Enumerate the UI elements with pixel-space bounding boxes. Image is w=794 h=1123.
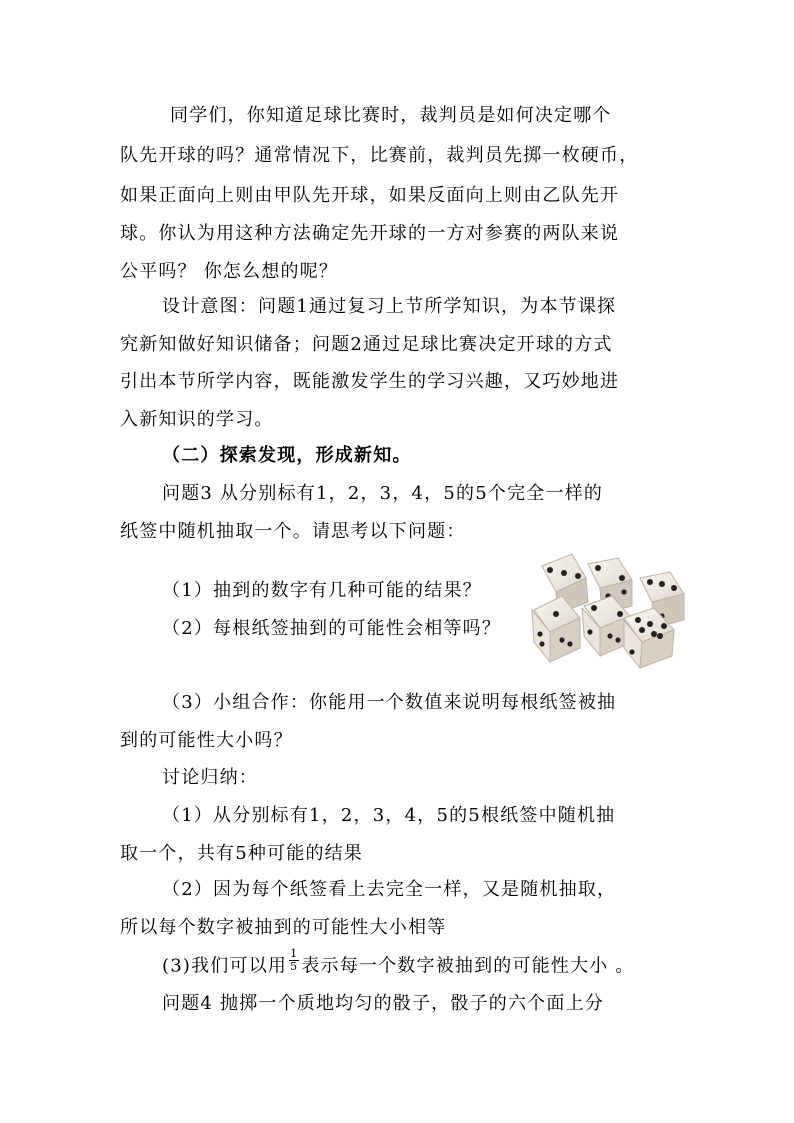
- discussion3-after: 表示每一个数字被抽到的可能性大小 。: [301, 955, 635, 977]
- question3-item3-line2: 到的可能性大小吗？: [120, 730, 293, 751]
- discussion-title: 讨论归纳：: [162, 767, 258, 788]
- question3-line1: 问题3 从分别标有1，2，3，4，5的5个完全一样的: [162, 483, 604, 504]
- design-line2: 究新知做好知识储备；问题2通过足球比赛决定开球的方式: [120, 334, 613, 355]
- question3-item2: （2）每根纸签抽到的可能性会相等吗？: [162, 618, 502, 639]
- design-line4: 入新知识的学习。: [120, 409, 274, 430]
- para1-line1: 同学们，你知道足球比赛时，裁判员是如何决定哪个: [170, 105, 612, 126]
- section-heading: （二）探索发现，形成新知。: [162, 445, 412, 466]
- fraction-numerator: 1: [290, 947, 299, 960]
- para1-line3: 如果正面向上则由甲队先开球，如果反面向上则由乙队先开: [120, 185, 620, 206]
- para1-line2: 队先开球的吗？通常情况下，比赛前，裁判员先掷一枚硬币，: [120, 145, 639, 166]
- dice-image: [528, 548, 692, 670]
- fraction: [289, 948, 299, 973]
- question3-line2: 纸签中随机抽取一个。请思考以下问题：: [120, 521, 466, 542]
- design-line1: 设计意图：问题1通过复习上节所学知识，为本节课探: [162, 296, 617, 317]
- discussion3-before: (3)我们可以用: [162, 955, 288, 977]
- para1-line4: 球。你认为用这种方法确定先开球的一方对参赛的两队来说: [120, 223, 620, 244]
- fraction-denominator: 5: [290, 960, 299, 973]
- design-line3: 引出本节所学内容，既能激发学生的学习兴趣，又巧妙地进: [120, 371, 620, 392]
- discussion2-line2: 所以每个数字被抽到的可能性大小相等: [120, 917, 447, 938]
- discussion1-line1: （1）从分别标有1，2，3，4，5的5根纸签中随机抽: [162, 805, 616, 826]
- question3-item3-line1: （3）小组合作：你能用一个数值来说明每根纸签被抽: [162, 692, 617, 713]
- question3-item1: （1）抽到的数字有几种可能的结果？: [162, 580, 482, 601]
- discussion2-line1: （2）因为每个纸签看上去完全一样，又是随机抽取，: [162, 879, 617, 900]
- para1-line5: 公平吗？ 你怎么想的呢？: [120, 261, 339, 282]
- discussion1-line2: 取一个，共有5种可能的结果: [120, 843, 364, 864]
- discussion3-line: [162, 947, 635, 979]
- question4-line1: 问题4 抛掷一个质地均匀的骰子，骰子的六个面上分: [162, 993, 604, 1014]
